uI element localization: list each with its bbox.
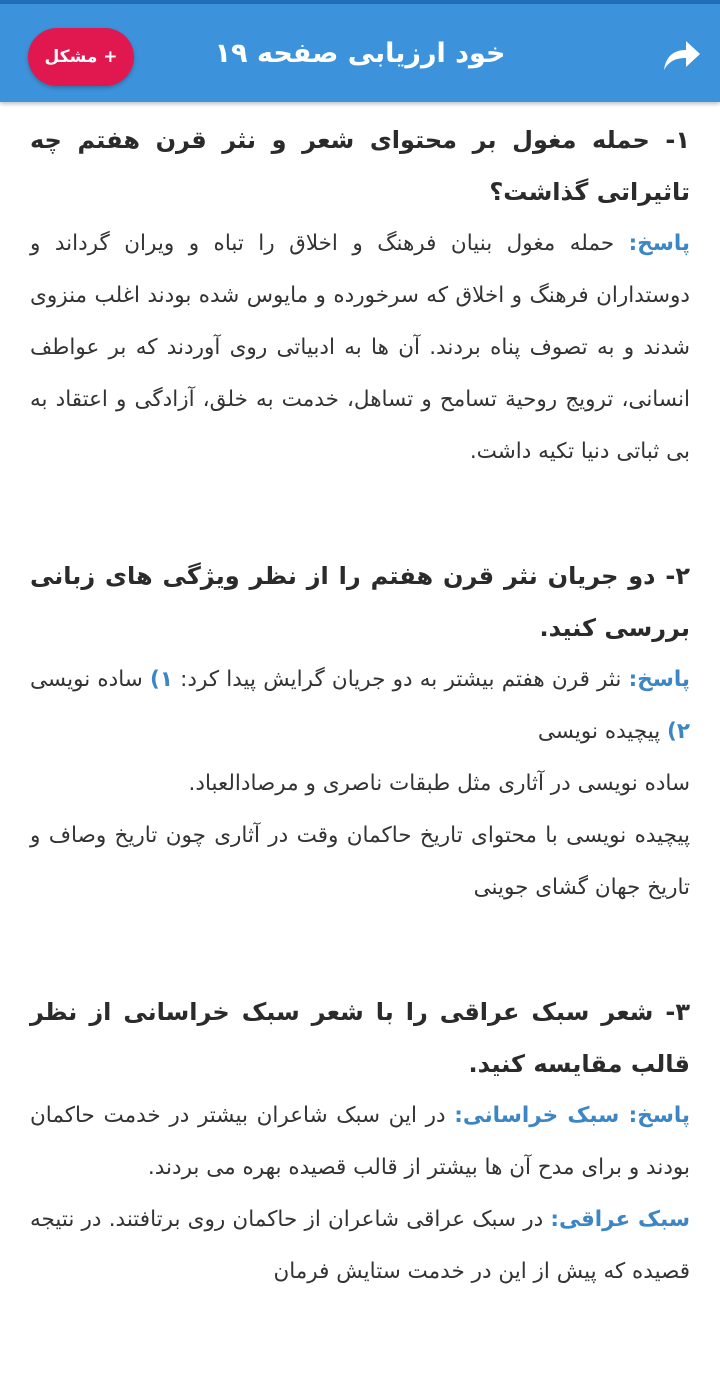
content-area [0, 102, 720, 1298]
answer-text: در سبک عراقی شاعران از حاکمان روی برتافتند. در نتیجه قصیده که پیش از این در خدمت ستایش فرمان [30, 1207, 690, 1284]
question-3: ۳- شعر سبک عراقی را با شعر سبک خراسانی از نظر قالب مقایسه کنید. [30, 998, 690, 1078]
page-title: خود ارزیابی صفحه ۱۹ [214, 38, 506, 69]
answer-label: پاسخ: [628, 231, 690, 256]
report-problem-button[interactable]: + مشکل [28, 28, 134, 86]
question-2: ۲- دو جریان نثر قرن هفتم را از نظر ویژگی های زبانی بررسی کنید. [30, 562, 690, 642]
app-bar [0, 4, 720, 102]
list-number: ۲) [667, 719, 690, 744]
answer-label: پاسخ: سبک خراسانی: [454, 1103, 691, 1128]
answer-text: در این سبک شاعران بیشتر در خدمت حاکمان بودند و برای مدح آن ها بیشتر از قالب قصیده بهره می بردند. [30, 1103, 690, 1180]
answer-label: پاسخ: [628, 667, 690, 692]
answer-text: نثر قرن هفتم بیشتر به دو جریان گرایش پیدا کرد: [172, 667, 629, 692]
answer-3 [30, 1090, 690, 1194]
answer-2 [30, 654, 690, 758]
answer-text: حمله مغول بنیان فرهنگ و اخلاق را تباه و ویران گرداند و دوستداران فرهنگ و اخلاق که سرخورده و مایوس شده بودند اغلب منزوی شدند و به تصوف پناه بردند. آن ها به ادبیاتی روی آوردند که بر عواطف انسانی، ترویج روحیة تسامح و تساهل، خدمت به خلق، آزادگی و اعتقاد به بی ثباتی دنیا تکیه داشت. [30, 231, 690, 464]
list-item: ساده نویسی [30, 667, 150, 692]
answer-label: سبک عراقی: [550, 1207, 690, 1232]
answer-2-line-3: ساده نویسی در آثاری مثل طبقات ناصری و مرصادالعباد. [188, 771, 690, 796]
question-1: ۱- حمله مغول بر محتوای شعر و نثر قرن هفتم چه تاثیراتی گذاشت؟ [30, 126, 690, 206]
answer-2-line-4: پیچیده نویسی با محتوای تاریخ حاکمان وقت در آثاری چون تاریخ وصاف و تاریخ جهان گشای جوینی [30, 823, 690, 900]
answer-3-part-2 [30, 1194, 690, 1298]
answer-1 [30, 218, 690, 478]
list-number: ۱) [150, 667, 173, 692]
list-item: پیچیده نویسی [537, 719, 668, 744]
